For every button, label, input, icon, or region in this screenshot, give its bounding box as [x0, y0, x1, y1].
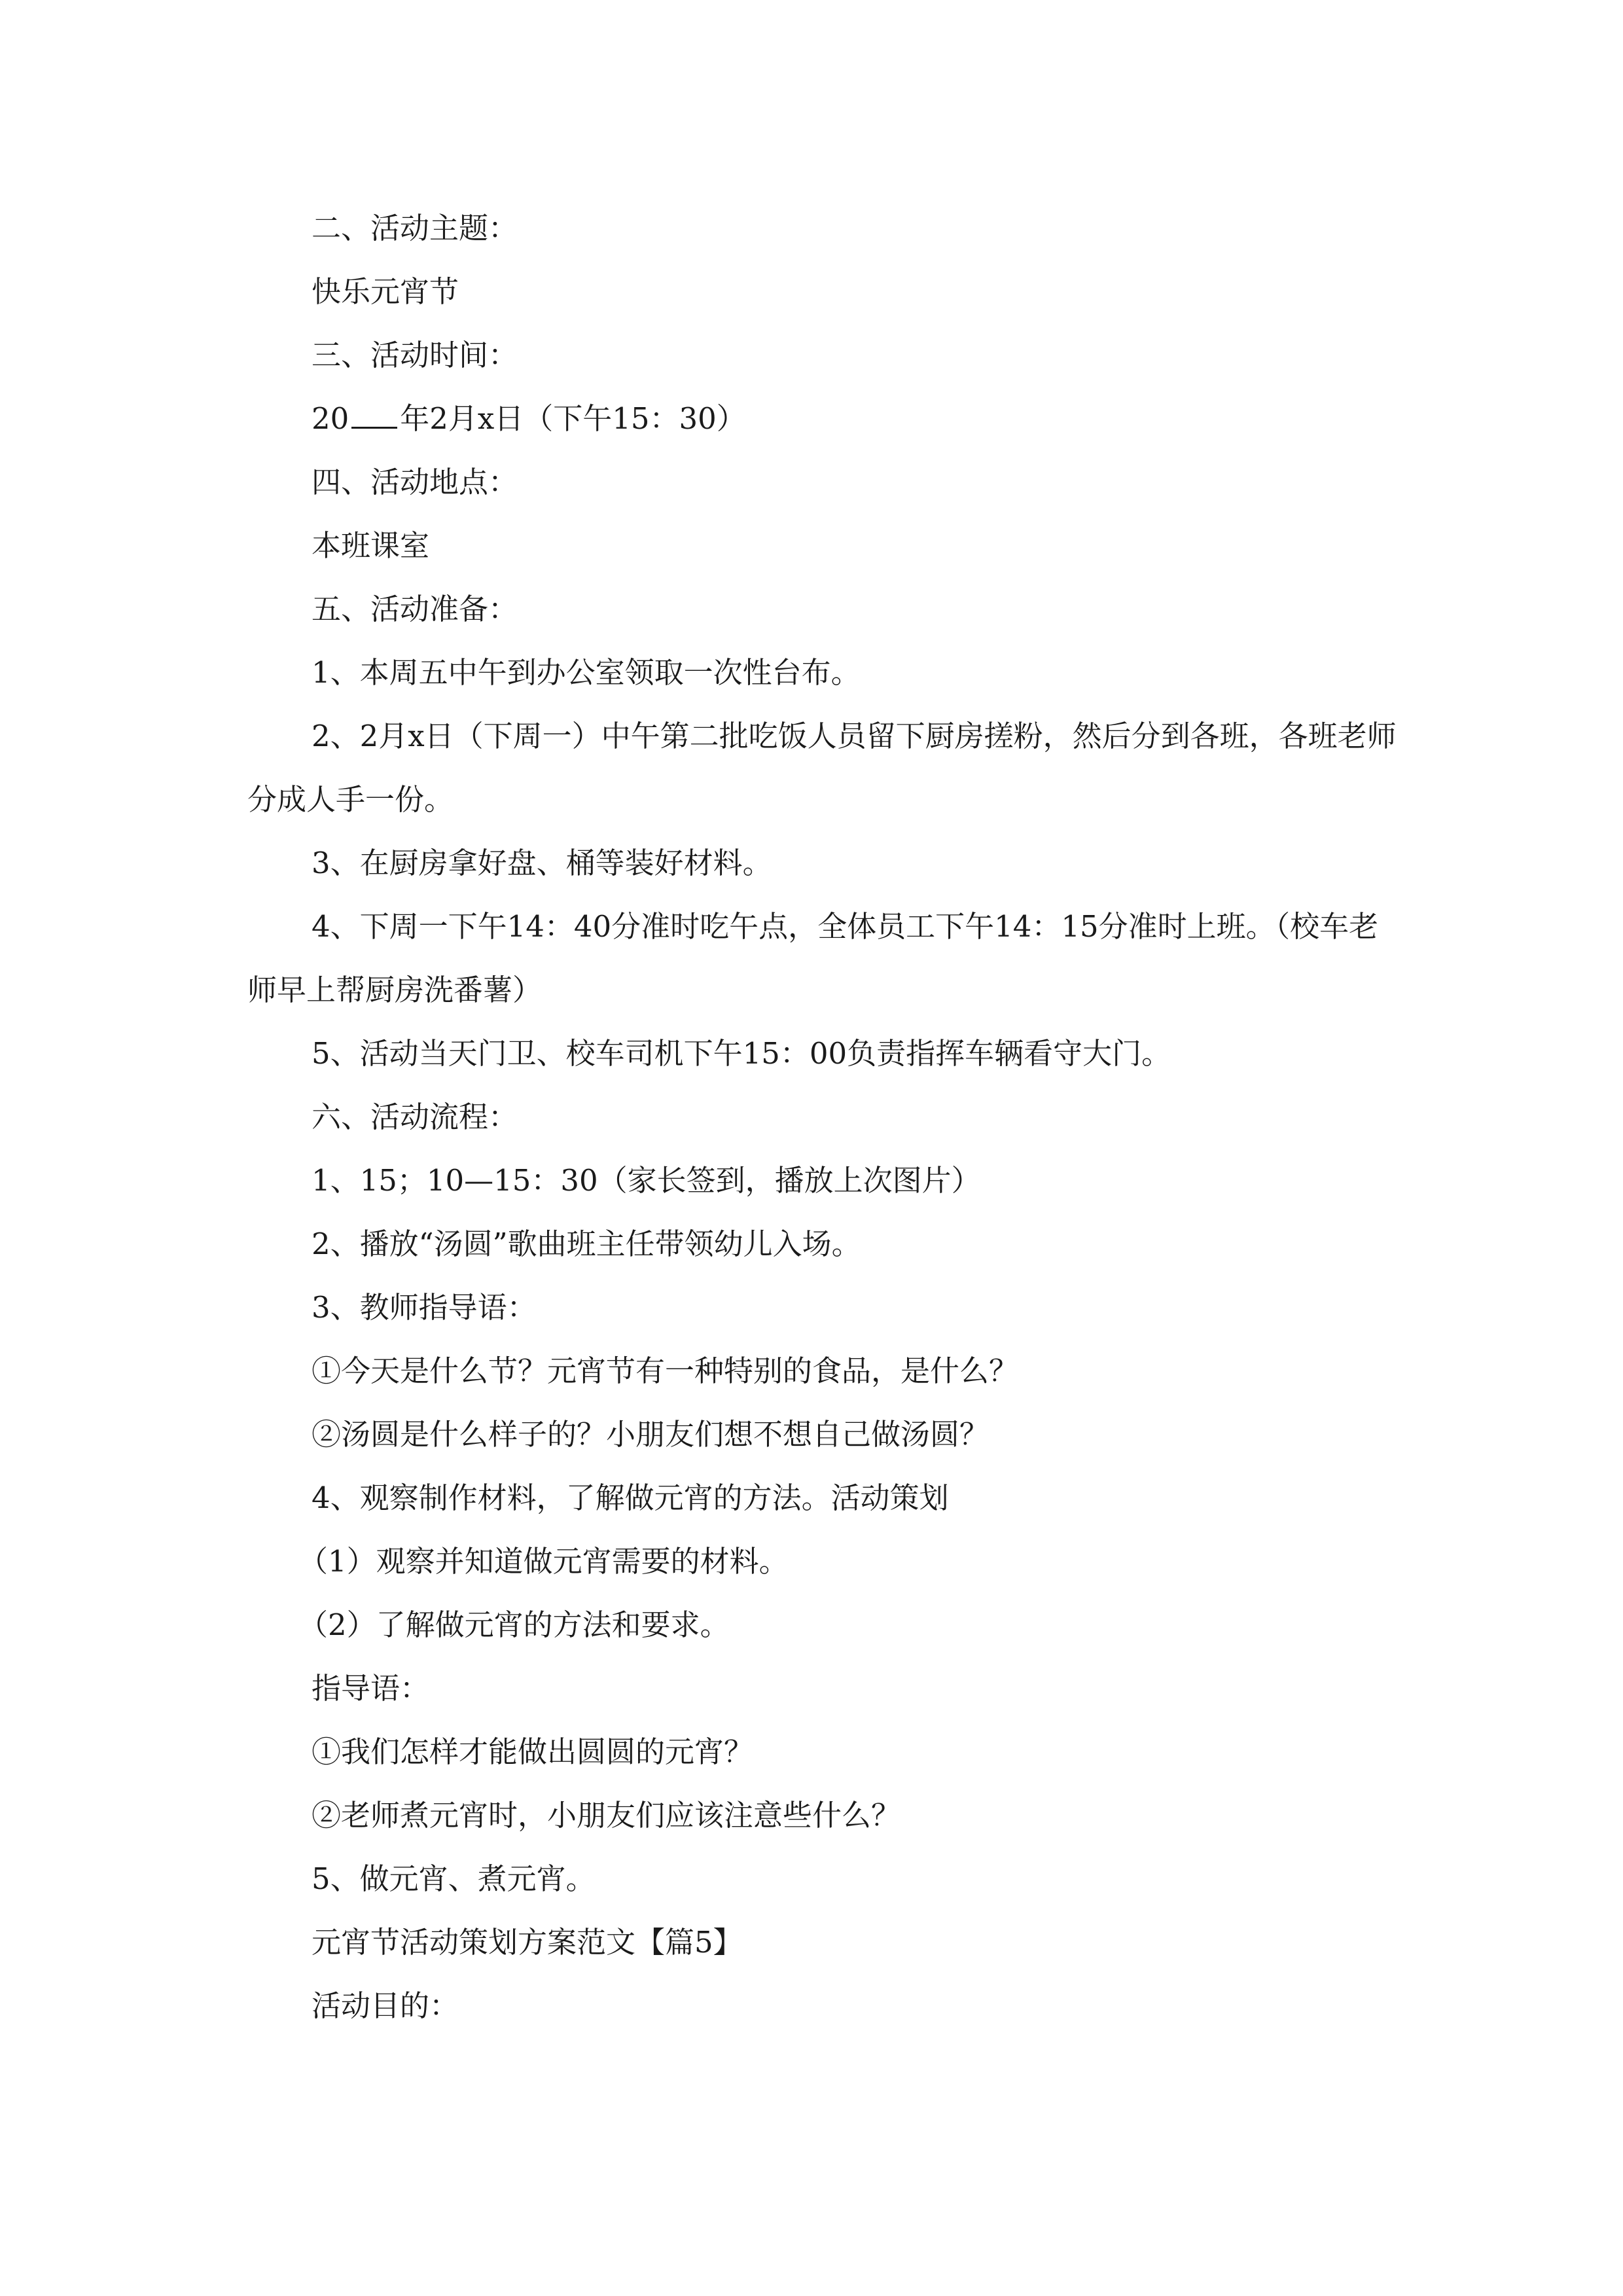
preparation-item-2: 2、2月x日（下周一）中午第二批吃饭人员留下厨房搓粉，然后分到各班，各班老师分成人手一份。	[247, 719, 1397, 817]
activity-theme-text: 快乐元宵节	[312, 274, 459, 309]
guidance-label: 指导语：	[312, 1671, 430, 1706]
year-prefix: 20	[312, 401, 349, 436]
preparation-item-1: 1、本周五中午到办公室领取一次性台布。	[312, 655, 861, 690]
preparation-item-5: 5、活动当天门卫、校车司机下午15：00负责指挥车辆看守大门。	[312, 1036, 1171, 1071]
process-item-3: 3、教师指导语：	[312, 1290, 537, 1325]
sub-item-2: （2）了解做元宵的方法和要求。	[298, 1607, 730, 1642]
process-item-1: 1、15；10—15：30（家长签到，播放上次图片）	[312, 1163, 981, 1198]
time-rest: 年2月x日（下午15：30）	[400, 401, 746, 436]
process-item-2: 2、播放“汤圆”歌曲班主任带领幼儿入场。	[312, 1227, 861, 1261]
guidance-question-3: ①我们怎样才能做出圆圆的元宵？	[312, 1734, 754, 1769]
heading-activity-location: 四、活动地点：	[312, 465, 518, 499]
section-title-part-5: 元宵节活动策划方案范文【篇5】	[312, 1925, 743, 1960]
activity-time-text	[247, 387, 1406, 450]
year-blank	[351, 404, 397, 429]
process-item-4: 4、观察制作材料，了解做元宵的方法。活动策划	[312, 1480, 949, 1515]
heading-activity-theme: 二、活动主题：	[312, 211, 518, 245]
activity-location-text: 本班课室	[312, 528, 430, 563]
guidance-question-2: ②汤圆是什么样子的？小朋友们想不想自己做汤圆？	[312, 1417, 990, 1452]
heading-activity-process: 六、活动流程：	[312, 1100, 518, 1134]
heading-activity-time: 三、活动时间：	[312, 338, 518, 372]
preparation-item-3: 3、在厨房拿好盘、桶等装好材料。	[312, 846, 772, 880]
document-body	[247, 196, 1406, 2037]
sub-item-1: （1）观察并知道做元宵需要的材料。	[298, 1544, 789, 1579]
heading-activity-preparation: 五、活动准备：	[312, 592, 518, 626]
preparation-item-4: 4、下周一下午14：40分准时吃午点，全体员工下午14：15分准时上班。（校车老师早上帮厨房洗番薯）	[247, 909, 1379, 1007]
heading-activity-purpose: 活动目的：	[312, 1988, 459, 2023]
guidance-question-4: ②老师煮元宵时，小朋友们应该注意些什么？	[312, 1798, 901, 1833]
guidance-question-1: ①今天是什么节？元宵节有一种特别的食品，是什么？	[312, 1354, 1019, 1388]
process-item-5: 5、做元宵、煮元宵。	[312, 1861, 596, 1896]
